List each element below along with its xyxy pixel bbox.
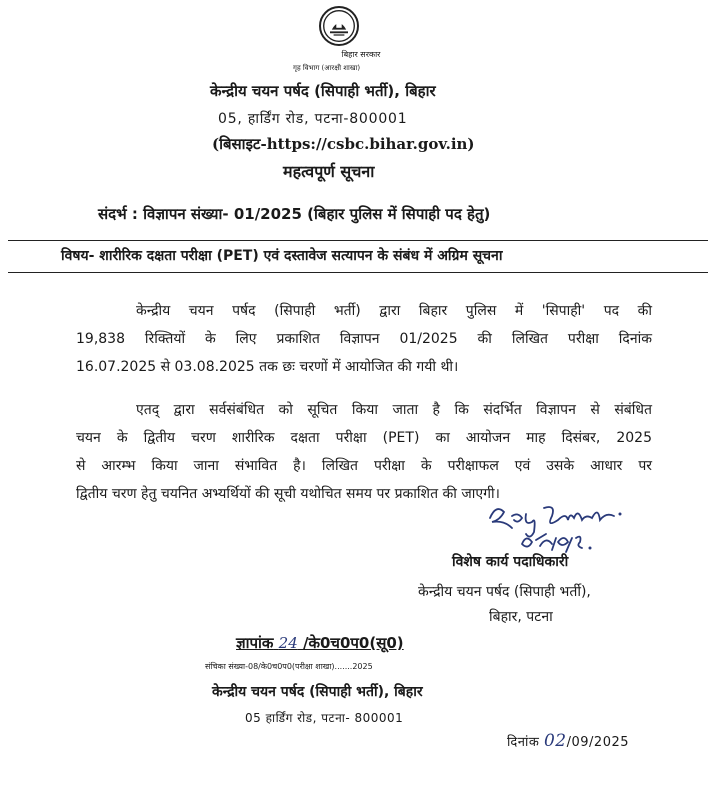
website-line: (बिसाइट-https://csbc.bihar.gov.in)	[212, 135, 475, 153]
paragraph-2	[76, 401, 652, 513]
board-name: केन्द्रीय चयन पर्षद (सिपाही भर्ती), बिहार	[210, 82, 436, 100]
board-address: 05, हार्डिंग रोड, पटना-800001	[218, 111, 408, 127]
divider-bottom	[8, 272, 708, 273]
file-reference: संचिका संख्या-08/के0च0प0(परीक्षा शाखा).......2025	[205, 662, 373, 671]
notice-title: महत्वपूर्ण सूचना	[283, 162, 375, 181]
issue-date	[507, 731, 629, 751]
signatory-office: केन्द्रीय चयन पर्षद (सिपाही भर्ती),	[418, 584, 591, 600]
paragraph-2-line: एतद् द्वारा सर्वसंबंधित को सूचित किया जाता है कि संदर्भित विज्ञापन से संबंधित	[136, 402, 652, 418]
date-handwritten-day: 02	[543, 731, 567, 751]
date-suffix: /09/2025	[566, 735, 630, 750]
paragraph-1	[76, 302, 652, 386]
paragraph-1-line: 19,838 रिक्तियों के लिए प्रकाशित विज्ञापन 01/2025 की लिखित परीक्षा दिनांक	[76, 331, 652, 347]
subject-line: विषय- शारीरिक दक्षता परीक्षा (PET) एवं दस्तावेज सत्यापन के संबंध में अग्रिम सूचना	[61, 248, 503, 264]
footer-board-name: केन्द्रीय चयन पर्षद (सिपाही भर्ती), बिहार	[212, 684, 423, 700]
paragraph-2-line: द्वितीय चरण हेतु चयनित अभ्यर्थियों की सूची यथोचित समय पर प्रकाशित की जाएगी।	[76, 486, 500, 502]
footer-address: 05 हार्डिंग रोड, पटना- 800001	[245, 711, 404, 725]
memo-number-line	[236, 633, 404, 653]
govt-name: बिहार सरकार	[341, 50, 381, 59]
memo-suffix: /के0च0प0(सू0)	[303, 634, 404, 652]
reference-line: संदर्भ : विज्ञापन संख्या- 01/2025 (बिहार पुलिस में सिपाही पद हेतु)	[98, 205, 491, 223]
divider-top	[8, 240, 708, 241]
memo-prefix: ज्ञापांक	[236, 634, 274, 652]
signatory-location: बिहार, पटना	[489, 609, 553, 625]
bihar-emblem-icon	[319, 6, 359, 46]
signatory-designation: विशेष कार्य पदाधिकारी	[452, 554, 569, 570]
signature	[482, 498, 642, 560]
department-name: गृह विभाग (आरक्षी शाखा)	[293, 64, 361, 72]
paragraph-2-line: से आरम्भ किया जाना संभावित है। लिखित परीक्षा के परीक्षाफल एवं उसके आधार पर	[76, 458, 652, 474]
paragraph-2-line: चयन के द्वितीय चरण शारीरिक दक्षता परीक्षा (PET) का आयोजन माह दिसंबर, 2025	[76, 430, 652, 446]
paragraph-1-line: केन्द्रीय चयन पर्षद (सिपाही भर्ती) द्वारा बिहार पुलिस में 'सिपाही' पद की	[136, 303, 652, 319]
paragraph-1-line: 16.07.2025 से 03.08.2025 तक छः चरणों में आयोजित की गयी थी।	[76, 359, 459, 375]
date-prefix: दिनांक	[507, 735, 540, 750]
memo-number: 24	[278, 634, 298, 652]
